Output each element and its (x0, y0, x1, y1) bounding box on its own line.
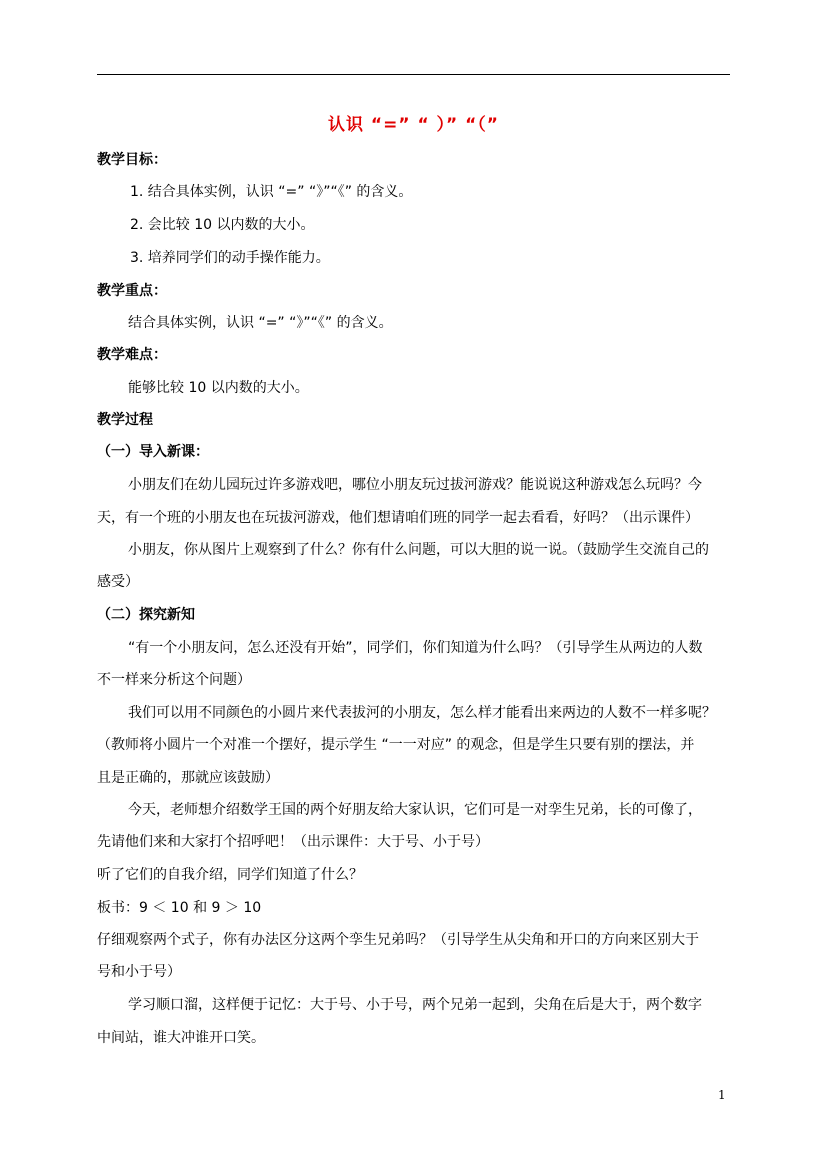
section2-p7-line2: 中间站，谁大冲谁开口笑。 (97, 1030, 265, 1046)
process-heading: 教学过程 (97, 412, 153, 428)
header-rule (97, 74, 730, 75)
section2-p6-line2: 号和小于号） (97, 964, 181, 980)
goals-heading: 教学目标： (97, 152, 167, 168)
section2-p2-line2: （教师将小圆片一个对准一个摆好，提示学生 “一一对应” 的观念，但是学生只要有别的摆法，并 (97, 737, 695, 753)
difficulties-text: 能够比较 10 以内数的大小。 (128, 380, 309, 396)
section2-p2-line3: 且是正确的，那就应该鼓励） (97, 770, 279, 786)
section2-p1-line1: “有一个小朋友问，怎么还没有开始”，同学们，你们知道为什么吗？（引导学生从两边的人数 (128, 640, 703, 656)
key-points-heading: 教学重点： (97, 283, 167, 299)
goal-item-3: 3. 培养同学们的动手操作能力。 (130, 250, 330, 266)
section2-p1-line2: 不一样来分析这个问题） (97, 672, 251, 688)
section1-p1-line2: 天，有一个班的小朋友也在玩拔河游戏，他们想请咱们班的同学一起去看看，好吗？（出示课件） (97, 510, 699, 526)
section1-p1-line1: 小朋友们在幼儿园玩过许多游戏吧，哪位小朋友玩过拔河游戏？能说说这种游戏怎么玩吗？今 (128, 477, 702, 493)
section1-p2-line1: 小朋友，你从图片上观察到了什么？你有什么问题，可以大胆的说一说。（鼓励学生交流自己的 (128, 542, 709, 558)
section2-p6-line1: 仔细观察两个式子，你有办法区分这两个孪生兄弟吗？（引导学生从尖角和开口的方向来区别大于 (97, 932, 699, 948)
goal-item-1: 1. 结合具体实例，认识 “=” “》”“《” 的含义。 (130, 184, 413, 200)
section2-p4: 听了它们的自我介绍，同学们知道了什么？ (97, 867, 363, 883)
page-title: 认识 “=” “ ）” “（” (328, 115, 499, 135)
section2-p3-line2: 先请他们来和大家打个招呼吧！（出示课件：大于号、小于号） (97, 834, 489, 850)
section1-p2-line2: 感受） (97, 574, 139, 590)
section2-p3-line1: 今天，老师想介绍数学王国的两个好朋友给大家认识，它们可是一对孪生兄弟，长的可像了， (128, 802, 702, 818)
section2-board-writing: 板书：9 ＜ 10 和 9 ＞ 10 (97, 900, 262, 916)
section2-p7-line1: 学习顺口溜，这样便于记忆：大于号、小于号，两个兄弟一起到，尖角在后是大于，两个数字 (128, 997, 702, 1013)
key-points-text: 结合具体实例，认识 “=” “》”“《” 的含义。 (128, 315, 393, 331)
section2-p2-line1: 我们可以用不同颜色的小圆片来代表拔河的小朋友，怎么样才能看出来两边的人数不一样多呢？ (128, 705, 716, 721)
goal-item-2: 2. 会比较 10 以内数的大小。 (130, 217, 315, 233)
page-number: 1 (718, 1088, 726, 1102)
difficulties-heading: 教学难点： (97, 347, 167, 363)
section2-heading: （二）探究新知 (97, 607, 195, 623)
section1-heading: （一）导入新课： (97, 444, 209, 460)
